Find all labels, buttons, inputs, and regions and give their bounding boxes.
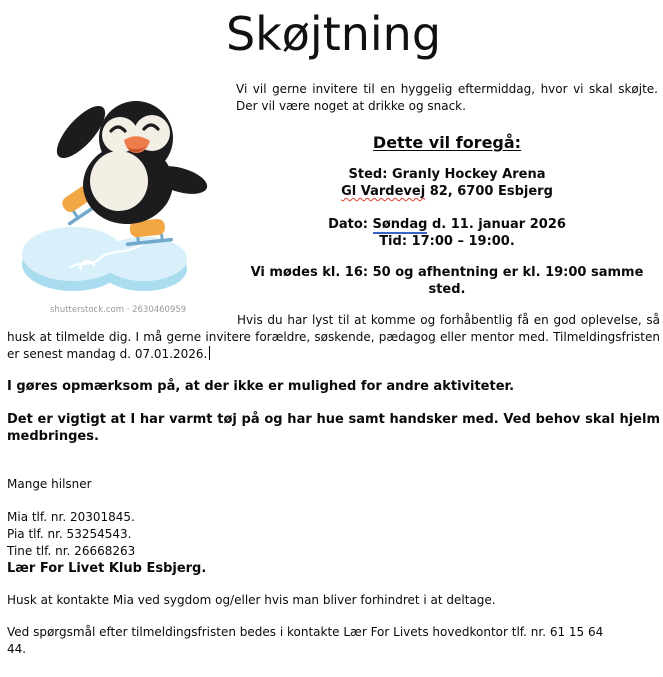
address-rest: 82, 6700 Esbjerg (425, 184, 553, 199)
shutterstock-watermark: shutterstock.com · 2630460959 (50, 305, 187, 315)
sickness-note: Husk at kontakte Mia ved sygdom og/eller hvis man bliver forhindret i at deltage. (7, 593, 496, 607)
signup-text: Hvis du har lyst til at komme og forhåbentlig få en god oplevelse, så husk at tilmelde dig. I må gerne invitere forældre, søskende, pædagog eller mentor med. Tilmeldingsfristen er senest mandag d. 07.01.2026. (7, 313, 660, 361)
signup-paragraph (7, 312, 660, 363)
penguin-belly (90, 151, 148, 211)
date-prefix: Dato: (328, 217, 373, 232)
contact-mia: Mia tlf. nr. 20301845. (7, 510, 135, 524)
schedule-block (236, 216, 658, 250)
address-spellcheck-text: Gl Vardevej (341, 184, 426, 199)
greeting: Mange hilsner (7, 477, 92, 491)
time-line: Tid: 17:00 – 19:00. (379, 234, 515, 249)
questions-note: Ved spørgsmål efter tilmeldingsfristen bedes i kontakte Lær For Livets hovedkontor tlf. nr. 61 15 64 44. (7, 625, 604, 656)
section-heading (236, 133, 658, 153)
meetup-paragraph: Vi mødes kl. 16: 50 og afhentning er kl. 19:00 samme sted. (250, 265, 644, 297)
penguin (49, 99, 210, 244)
page-title: Skøjtning (225, 7, 442, 61)
activities-note: I gøres opmærksom på, at der ikke er mulighed for andre aktiviteter. (7, 379, 515, 394)
penguin-skating-illustration (15, 78, 235, 303)
penguin-image-block (15, 78, 235, 315)
section-heading-text: Dette vil foregå: (372, 133, 522, 152)
contact-list (7, 509, 660, 577)
text-cursor (209, 346, 210, 360)
intro-paragraph: Vi vil gerne invitere til en hyggelig eftermiddag, hvor vi skal skøjte. Der vil være noget at drikke og snack. (236, 82, 658, 113)
contact-pia: Pia tlf. nr. 53254543. (7, 527, 132, 541)
venue-line: Sted: Granly Hockey Arena (348, 167, 546, 182)
date-grammarcheck-text: Søndag (372, 217, 428, 232)
date-rest: d. 11. januar 2026 (427, 217, 566, 232)
contact-tine: Tine tlf. nr. 26668263 (7, 544, 136, 558)
venue-block (236, 166, 658, 200)
club-name: Lær For Livet Klub Esbjerg. (7, 561, 207, 576)
clothing-note: Det er vigtigt at I har varmt tøj på og har hue samt handsker med. Ved behov skal hjelm medbringes. (7, 412, 660, 444)
